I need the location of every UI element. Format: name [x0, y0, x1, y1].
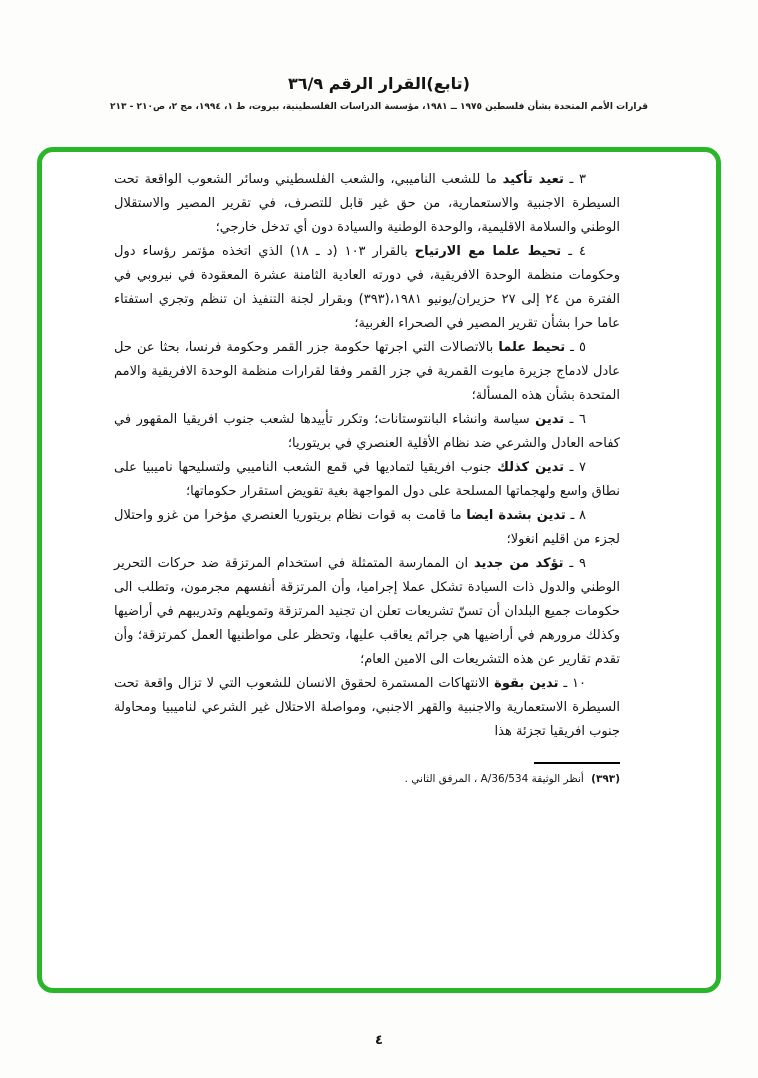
paragraph-text: جنوب افريقيا لتماديها في قمع الشعب الناميبي ولتسليحها ناميبيا على نطاق واسع ولهجماتها المسلحة على دول المواجهة بغية تقويض استقرار حكوماتها؛: [114, 460, 620, 499]
resolution-paragraph: [114, 672, 620, 744]
paragraph-lead: تؤكد من جديد: [473, 556, 564, 571]
paragraph-number: ٧ ـ: [564, 460, 587, 475]
resolution-paragraph: [114, 456, 620, 504]
footnote-text: أنظر الوثيقة A/36/534 ، المرفق الثاني .: [404, 773, 584, 785]
resolution-paragraph: [114, 504, 620, 552]
document-body: [42, 152, 716, 787]
paragraph-number: ١٠ ـ: [558, 676, 586, 691]
paragraph-lead: تدين كذلك: [497, 460, 565, 475]
paragraph-lead: تدين بشدة ايضا: [466, 508, 566, 523]
paragraph-text: ما قامت به قوات نظام بريتوريا العنصري مؤخرا من غزو واحتلال لجزء من اقليم انغولا؛: [114, 508, 620, 547]
paragraph-text: بالاتصالات التي اجرتها حكومة جزر القمر وحكومة فرنسا، بحثا عن حل عادل لادماج جزيرة مايوت القمرية في جزر القمر وفقا لقرارات منظمة الوحدة الافريقية والامم المتحدة بشأن هذه المسألة؛: [114, 340, 620, 403]
green-border-frame: [37, 147, 721, 993]
paragraph-number: ٩ ـ: [563, 556, 587, 571]
resolution-paragraph: [114, 240, 620, 336]
paragraph-number: ٤ ـ: [561, 244, 587, 259]
paragraph-number: ٦ ـ: [564, 412, 586, 427]
paragraph-number: ٥ ـ: [565, 340, 586, 355]
paragraph-number: ٣ ـ: [563, 172, 586, 187]
resolution-paragraph: [114, 408, 620, 456]
resolution-paragraph: [114, 168, 620, 240]
paragraph-lead: تدين بقوة: [494, 676, 559, 691]
document-source-line: قرارات الأمم المتحدة بشأن فلسطين ١٩٧٥ ــ ١٩٨١، مؤسسة الدراسات الفلسطينية، بيروت، ط ١، ١٩٩٤، مج ٢، ص٢١٠ - ٢١٣: [110, 102, 648, 112]
page-number: ٤: [375, 1033, 383, 1048]
document-header: [0, 0, 758, 112]
paragraph-text: بالقرار ١٠٣ (د ـ ١٨) الذي اتخذه مؤتمر رؤساء دول وحكومات منظمة الوحدة الافريقية، في دورته العادية الثامنة عشرة المعقودة في نيروبي في الفترة من ٢٤ إلى ٢٧ حزيران/يونيو ١٩٨١،(٣٩٣) وبقرار لجنة التنفيذ ان تنظم وتجري استفتاء عاما حرا بشأن تقرير المصير في الصحراء الغربية؛: [114, 244, 620, 331]
paragraph-number: ٨ ـ: [565, 508, 586, 523]
paragraph-text: ان الممارسة المتمثلة في استخدام المرتزقة ضد حركات التحرير الوطني والدول ذات السيادة تشكل عملا إجراميا، وأن المرتزقة أنفسهم مجرمون، وتطلب الى حكومات جميع البلدان أن تسنّ تشريعات تعلن ان تجنيد المرتزقة وتمويلهم وتدريبهم في أراضيها وكذلك مرورهم في أراضيها هي جرائم يعاقب عليها، وتحظر على مواطنيها العمل كمرتزقة؛ وأن تقدم تقارير عن هذه التشريعات الى الامين العام؛: [114, 556, 620, 667]
paragraph-lead: تحيط علما مع الارتياح: [414, 244, 562, 259]
paragraph-lead: تعيد تأكيد: [502, 172, 564, 187]
resolution-paragraph: [114, 336, 620, 408]
paragraph-text: سياسة وانشاء البانتوستانات؛ وتكرر تأييدها لشعب جنوب افريقيا المقهور في كفاحه العادل والشرعي ضد نظام الأقلية العنصري في بريتوريا؛: [114, 412, 620, 451]
resolution-paragraph: [114, 552, 620, 672]
footnote-separator: [534, 762, 620, 764]
resolution-paragraphs: [114, 168, 620, 744]
footnote-marker: (٣٩٣): [591, 773, 620, 785]
paragraph-text: الانتهاكات المستمرة لحقوق الانسان للشعوب التي لا تزال واقعة تحت السيطرة الاستعمارية والاجنبية والقهر الاجنبي، ومواصلة الاحتلال غير الشرعي لناميبيا ومحاولة جنوب افريقيا تجزئة هذا: [114, 676, 620, 739]
paragraph-lead: تحيط علما: [498, 340, 566, 355]
document-title: (تابع)القرار الرقم ٣٦/٩: [288, 74, 470, 93]
footnote-block: [114, 762, 620, 787]
paragraph-text: ما للشعب الناميبي، والشعب الفلسطيني وسائر الشعوب الواقعة تحت السيطرة الاجنبية والاستعمارية، من حق غير قابل للتصرف، في تقرير المصير والاستقلال الوطني والسلامة الاقليمية، والوحدة الوطنية والسيادة دون أي تدخل خارجي؛: [114, 172, 620, 235]
paragraph-lead: تدين: [535, 412, 565, 427]
footnote: [114, 771, 620, 787]
